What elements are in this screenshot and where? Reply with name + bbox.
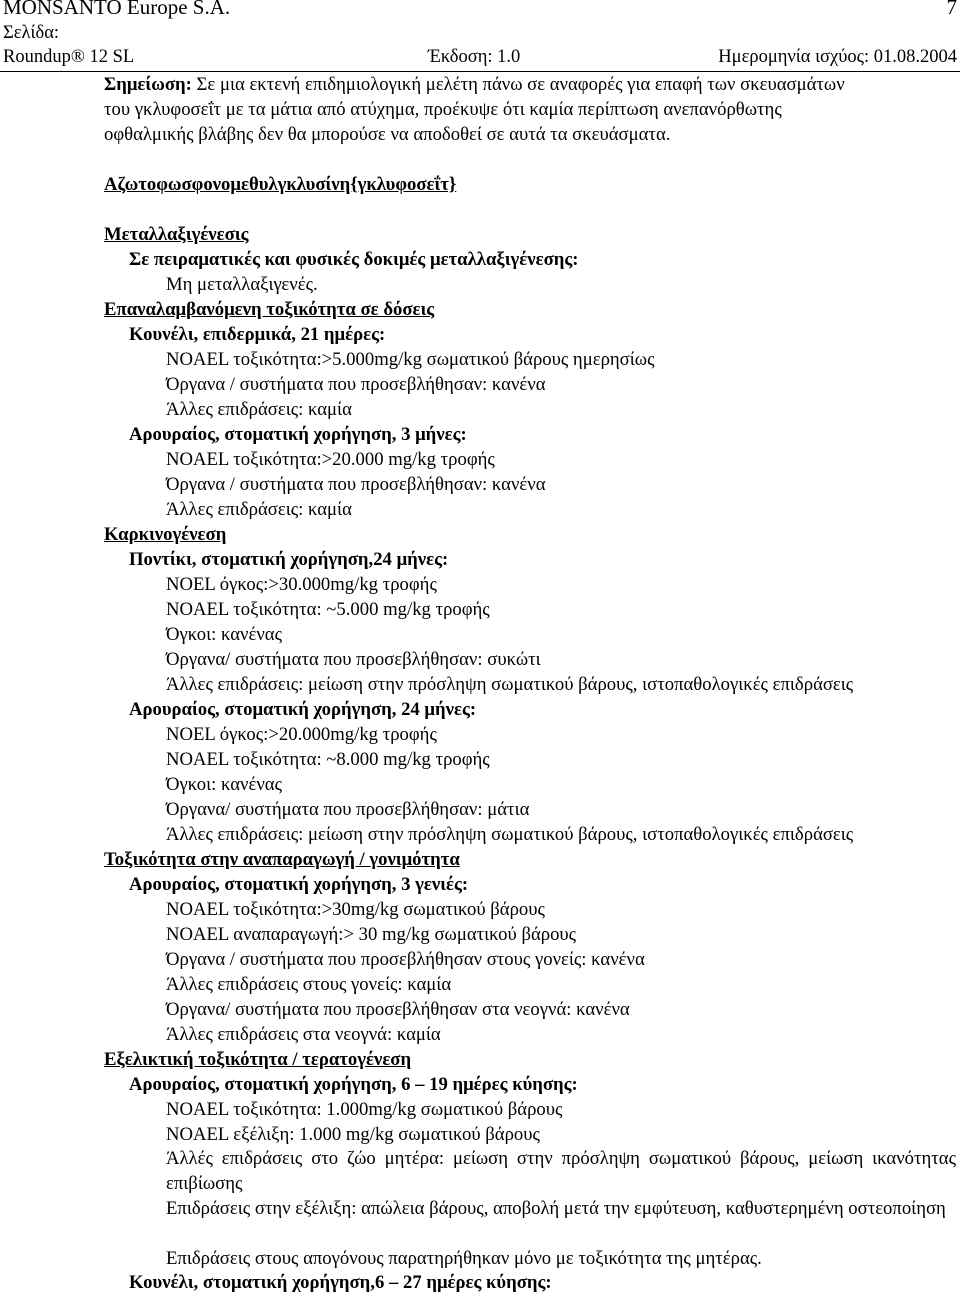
developmental-rat-title: Αρουραίος, στοματική χορήγηση, 6 – 19 ημέρες κύησης: (129, 1074, 578, 1095)
reproduction-other-parents: Άλλες επιδράσεις στους γονείς: καμία (166, 974, 452, 995)
reproduction-heading: Τοξικότητα στην αναπαραγωγή / γονιμότητα (104, 849, 460, 870)
note-line-3: οφθαλμικής βλάβης δεν θα μπορούσε να αποδοθεί σε αυτά τα σκευάσματα. (104, 124, 671, 145)
rat-24month-organs: Όργανα/ συστήματα που προσεβλήθησαν: μάτια (166, 799, 530, 820)
reproduction-noael-tox: NOAEL τοξικότητα:>30mg/kg σωματικού βάρους (166, 899, 545, 920)
rat-3month-title: Αρουραίος, στοματική χορήγηση, 3 μήνες: (129, 424, 467, 445)
developmental-noael-tox: NOAEL τοξικότητα: 1.000mg/kg σωματικού βάρους (166, 1099, 563, 1120)
note-line-1 (104, 72, 956, 97)
rat-24month-noel: NOEL όγκος:>20.000mg/kg τροφής (166, 724, 437, 745)
mutagenicity-heading: Μεταλλαξιγένεσις (104, 224, 249, 245)
rat-3month-other: Άλλες επιδράσεις: καμία (166, 499, 352, 520)
mouse-other: Άλλες επιδράσεις: μείωση στην πρόσληψη σωματικού βάρους, ιστοπαθολογικές επιδράσεις (166, 674, 854, 695)
developmental-rabbit-title: Κουνέλι, στοματική χορήγηση,6 – 27 ημέρες κύησης: (129, 1272, 552, 1293)
reproduction-organs-offspring: Όργανα/ συστήματα που προσεβλήθησαν στα νεογνά: κανένα (166, 999, 630, 1020)
header-row-company (0, 0, 960, 25)
developmental-noael-dev: NOAEL εξέλιξη: 1.000 mg/kg σωματικού βάρους (166, 1124, 540, 1145)
rabbit-organs: Όργανα / συστήματα που προσεβλήθησαν: κανένα (166, 374, 546, 395)
note-label: Σημείωση: (104, 74, 192, 95)
company-name: MONSANTO Europe S.A. (3, 0, 231, 19)
product-name: Roundup® 12 SL (3, 47, 135, 67)
rabbit-other: Άλλες επιδράσεις: καμία (166, 399, 352, 420)
mutagenicity-result: Μη μεταλλαξιγενές. (166, 274, 318, 295)
rabbit-dermal-title: Κουνέλι, επιδερμικά, 21 ημέρες: (129, 324, 386, 345)
page-number: 7 (946, 0, 957, 19)
rat-24month-title: Αρουραίος, στοματική χορήγηση, 24 μήνες: (129, 699, 477, 720)
reproduction-other-offspring: Άλλες επιδράσεις στα νεογνά: καμία (166, 1024, 441, 1045)
note-line-2: του γκλυφοσεΐτ με τα μάτια από ατύχημα, προέκυψε ότι καμία περίπτωση ανεπανόρθωτης (104, 99, 782, 120)
mouse-noel: NOEL όγκος:>30.000mg/kg τροφής (166, 574, 437, 595)
substance-heading: Αζωτοφωσφονομεθυλγκλυσίνη{γκλυφοσεΐτ} (104, 174, 457, 195)
mutagenicity-sub: Σε πειραματικές και φυσικές δοκιμές μεταλλαξιγένεσης: (129, 249, 579, 270)
header-row-page (0, 22, 960, 50)
rat-3month-organs: Όργανα / συστήματα που προσεβλήθησαν: κανένα (166, 474, 546, 495)
version: Έκδοση: 1.0 (428, 47, 521, 67)
reproduction-rat-title: Αρουραίος, στοματική χορήγηση, 3 γενιές: (129, 874, 469, 895)
mouse-noael: NOAEL τοξικότητα: ~5.000 mg/kg τροφής (166, 599, 490, 620)
mouse-organs: Όργανα/ συστήματα που προσεβλήθησαν: συκώτι (166, 649, 541, 670)
reproduction-organs-parents: Όργανα / συστήματα που προσεβλήθησαν στους γονείς: κανένα (166, 949, 645, 970)
rat-3month-noael: NOAEL τοξικότητα:>20.000 mg/kg τροφής (166, 449, 495, 470)
developmental-offspring-effects: Επιδράσεις στους απογόνους παρατηρήθηκαν μόνο με τοξικότητα της μητέρας. (166, 1248, 762, 1269)
header-row-product (0, 49, 960, 72)
developmental-heading: Εξελικτική τοξικότητα / τερατογένεση (104, 1049, 412, 1070)
repeated-dose-heading: Επαναλαμβανόμενη τοξικότητα σε δόσεις (104, 299, 435, 320)
rat-24month-other: Άλλες επιδράσεις: μείωση στην πρόσληψη σωματικού βάρους, ιστοπαθολογικές επιδράσεις (166, 824, 854, 845)
reproduction-noael-repro: NOAEL αναπαραγωγή:> 30 mg/kg σωματικού βάρους (166, 924, 577, 945)
carcinogenicity-heading: Καρκινογένεση (104, 524, 227, 545)
mouse-tumors: Όγκοι: κανένας (166, 624, 282, 645)
rat-24month-noael: NOAEL τοξικότητα: ~8.000 mg/kg τροφής (166, 749, 490, 770)
document-header (0, 0, 960, 72)
note-text-1: Σε μια εκτενή επιδημιολογική μελέτη πάνω σε αναφορές για επαφή των σκευασμάτων (191, 74, 845, 95)
effective-date: Ημερομηνία ισχύος: 01.08.2004 (718, 47, 957, 67)
rat-24month-tumors: Όγκοι: κανένας (166, 774, 282, 795)
developmental-dev-effects: Επιδράσεις στην εξέλιξη: απώλεια βάρους, αποβολή μετά την εμφύτευση, καθυστερημένη οστεοποίηση (166, 1198, 946, 1219)
rabbit-noael: NOAEL τοξικότητα:>5.000mg/kg σωματικού βάρους ημερησίως (166, 349, 655, 370)
page-label: Σελίδα: (3, 22, 60, 43)
developmental-maternal-effects: Άλλές επιδράσεις στο ζώο μητέρα: μείωση στην πρόσληψη σωματικού βάρους, μείωση ικανότητας επιβίωσης (166, 1148, 956, 1194)
mouse-title: Ποντίκι, στοματική χορήγηση,24 μήνες: (129, 549, 449, 570)
